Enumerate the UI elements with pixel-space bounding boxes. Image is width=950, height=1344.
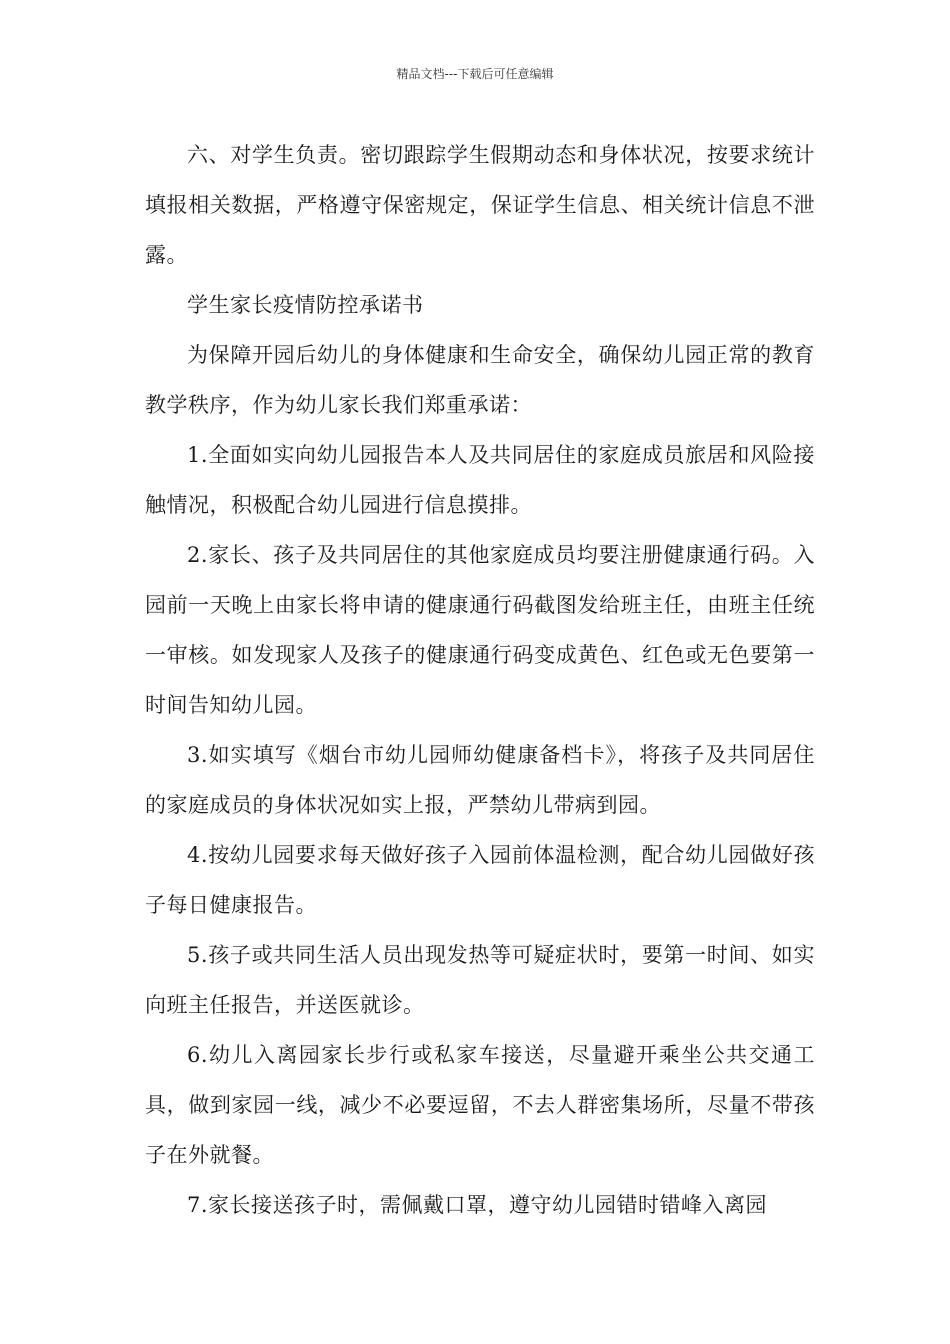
paragraph-item-7: 7.家长接送孩子时，需佩戴口罩，遵守幼儿园错时错峰入离园 [187,1193,768,1217]
page-header: 精品文档---下载后可任意编辑 [396,67,554,81]
paragraph-item-3: 3.如实填写《烟台市幼儿园师幼健康备档卡》，将孩子及共同居住的家庭成员的身体状况如实上报，严禁幼儿带病到园。 [145,743,815,817]
paragraph-item-6: 6.幼儿入离园家长步行或私家车接送，尽量避开乘坐公共交通工具，做到家园一线，减少不必要逗留，不去人群密集场所，尽量不带孩子在外就餐。 [145,1043,815,1167]
paragraph-item-5: 5.孩子或共同生活人员出现发热等可疑症状时，要第一时间、如实向班主任报告，并送医就诊。 [145,943,815,1017]
document-title: 学生家长疫情防控承诺书 [187,293,424,317]
document-body [145,130,815,1230]
paragraph-intro: 为保障开园后幼儿的身体健康和生命安全，确保幼儿园正常的教育教学秩序，作为幼儿家长我们郑重承诺： [145,343,815,417]
paragraph-item-1: 1.全面如实向幼儿园报告本人及共同居住的家庭成员旅居和风险接触情况，积极配合幼儿园进行信息摸排。 [145,443,815,517]
paragraph-responsibility: 六、对学生负责。密切跟踪学生假期动态和身体状况，按要求统计填报相关数据，严格遵守保密规定，保证学生信息、相关统计信息不泄露。 [145,143,815,267]
paragraph-item-4: 4.按幼儿园要求每天做好孩子入园前体温检测，配合幼儿园做好孩子每日健康报告。 [145,843,815,917]
paragraph-item-2: 2.家长、孩子及共同居住的其他家庭成员均要注册健康通行码。入园前一天晚上由家长将申请的健康通行码截图发给班主任，由班主任统一审核。如发现家人及孩子的健康通行码变成黄色、红色或无色要第一时间告知幼儿园。 [145,543,815,717]
